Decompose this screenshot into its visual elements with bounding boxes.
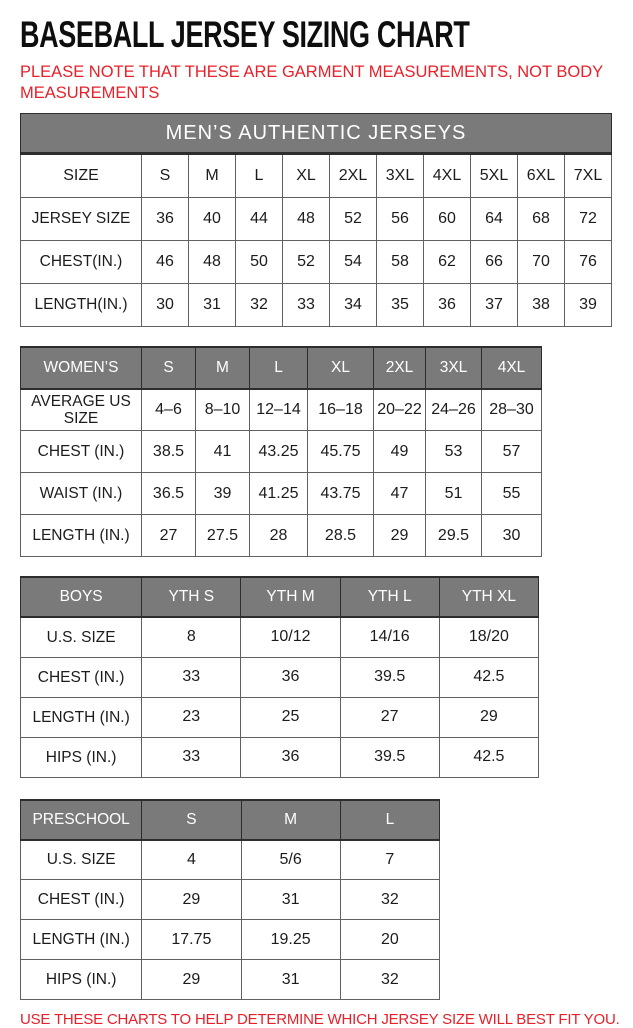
measurement-value-cell: 23 <box>142 697 241 737</box>
measurement-value-cell: 66 <box>471 240 518 283</box>
measurement-value-cell: 48 <box>283 197 330 240</box>
measurement-value-cell: 5/6 <box>241 840 340 880</box>
measurement-value-cell: 34 <box>330 283 377 326</box>
measurement-value-cell: 17.75 <box>142 920 241 960</box>
measurement-value-cell: 8 <box>142 617 241 657</box>
measurement-value-cell: 72 <box>565 197 612 240</box>
mens-section-banner: MEN’S AUTHENTIC JERSEYS <box>20 113 612 153</box>
row-label: LENGTH (IN.) <box>21 920 142 960</box>
measurement-value-cell: 51 <box>426 473 482 515</box>
table-row <box>21 431 542 473</box>
size-column-header: M <box>196 347 250 389</box>
measurement-value-cell: 29 <box>439 697 538 737</box>
preschool-sizing-table <box>20 799 440 1001</box>
measurement-value-cell: 29 <box>374 515 426 557</box>
row-label: CHEST (IN.) <box>21 880 142 920</box>
size-column-header: 5XL <box>471 154 518 197</box>
measurement-value-cell: 52 <box>283 240 330 283</box>
measurement-value-cell: 32 <box>236 283 283 326</box>
page-title <box>20 14 633 58</box>
measurement-value-cell: 60 <box>424 197 471 240</box>
row-label: U.S. SIZE <box>21 617 142 657</box>
table-title-cell: BOYS <box>21 577 142 617</box>
measurement-value-cell: 31 <box>241 880 340 920</box>
size-column-header: L <box>236 154 283 197</box>
measurement-value-cell: 19.25 <box>241 920 340 960</box>
measurement-value-cell: 38 <box>518 283 565 326</box>
row-label: HIPS (IN.) <box>21 737 142 777</box>
measurement-value-cell: 40 <box>189 197 236 240</box>
measurement-value-cell: 4 <box>142 840 241 880</box>
table-row <box>21 697 539 737</box>
header-row <box>21 154 612 197</box>
measurement-value-cell: 36 <box>241 737 340 777</box>
measurement-value-cell: 14/16 <box>340 617 439 657</box>
measurement-value-cell: 41.25 <box>250 473 308 515</box>
table-title-cell: WOMEN’S <box>21 347 142 389</box>
size-column-header: YTH M <box>241 577 340 617</box>
table-row <box>21 515 542 557</box>
measurement-value-cell: 7 <box>340 840 439 880</box>
measurement-value-cell: 44 <box>236 197 283 240</box>
measurement-value-cell: 36 <box>142 197 189 240</box>
measurement-value-cell: 32 <box>340 880 439 920</box>
table-row <box>21 617 539 657</box>
measurement-value-cell: 36.5 <box>142 473 196 515</box>
measurement-value-cell: 46 <box>142 240 189 283</box>
size-column-header: YTH S <box>142 577 241 617</box>
measurement-value-cell: 68 <box>518 197 565 240</box>
measurement-value-cell: 31 <box>189 283 236 326</box>
row-label: U.S. SIZE <box>21 840 142 880</box>
size-column-header: XL <box>308 347 374 389</box>
table-row <box>21 657 539 697</box>
row-label: CHEST (IN.) <box>21 431 142 473</box>
measurement-value-cell: 43.25 <box>250 431 308 473</box>
measurement-value-cell: 12–14 <box>250 389 308 431</box>
table-title-cell: SIZE <box>21 154 142 197</box>
header-row <box>21 347 542 389</box>
measurement-value-cell: 29 <box>142 960 241 1000</box>
measurement-value-cell: 36 <box>241 657 340 697</box>
womens-sizing-table <box>20 346 542 558</box>
row-label: LENGTH (IN.) <box>21 697 142 737</box>
measurement-value-cell: 30 <box>482 515 542 557</box>
size-column-header: 7XL <box>565 154 612 197</box>
measurement-value-cell: 70 <box>518 240 565 283</box>
size-column-header: L <box>250 347 308 389</box>
measurement-value-cell: 39 <box>196 473 250 515</box>
size-column-header: 3XL <box>377 154 424 197</box>
size-column-header: YTH XL <box>439 577 538 617</box>
measurement-value-cell: 48 <box>189 240 236 283</box>
measurement-value-cell: 29 <box>142 880 241 920</box>
measurement-value-cell: 42.5 <box>439 737 538 777</box>
measurement-value-cell: 27.5 <box>196 515 250 557</box>
size-column-header: L <box>340 800 439 840</box>
measurement-value-cell: 27 <box>142 515 196 557</box>
size-column-header: 3XL <box>426 347 482 389</box>
measurement-value-cell: 49 <box>374 431 426 473</box>
measurement-value-cell: 28–30 <box>482 389 542 431</box>
size-column-header: YTH L <box>340 577 439 617</box>
measurement-value-cell: 33 <box>142 657 241 697</box>
mens-sizing-table <box>20 153 612 327</box>
measurement-value-cell: 37 <box>471 283 518 326</box>
table-row <box>21 840 440 880</box>
measurement-value-cell: 16–18 <box>308 389 374 431</box>
row-label: HIPS (IN.) <box>21 960 142 1000</box>
measurement-value-cell: 43.75 <box>308 473 374 515</box>
row-label: WAIST (IN.) <box>21 473 142 515</box>
measurement-value-cell: 24–26 <box>426 389 482 431</box>
table-row <box>21 283 612 326</box>
row-label: LENGTH(IN.) <box>21 283 142 326</box>
measurement-value-cell: 50 <box>236 240 283 283</box>
measurement-value-cell: 42.5 <box>439 657 538 697</box>
measurement-value-cell: 33 <box>142 737 241 777</box>
measurement-value-cell: 35 <box>377 283 424 326</box>
size-column-header: 6XL <box>518 154 565 197</box>
measurement-value-cell: 28 <box>250 515 308 557</box>
table-row <box>21 473 542 515</box>
measurement-value-cell: 39.5 <box>340 737 439 777</box>
header-row <box>21 577 539 617</box>
measurement-value-cell: 25 <box>241 697 340 737</box>
table-row <box>21 240 612 283</box>
page-title-text: BASEBALL JERSEY SIZING CHART <box>20 14 470 55</box>
measurement-value-cell: 32 <box>340 960 439 1000</box>
measurement-value-cell: 29.5 <box>426 515 482 557</box>
footer-note: USE THESE CHARTS TO HELP DETERMINE WHICH JERSEY SIZE WILL BEST FIT YOU. <box>20 1011 620 1028</box>
size-column-header: M <box>241 800 340 840</box>
row-label: LENGTH (IN.) <box>21 515 142 557</box>
measurement-value-cell: 4–6 <box>142 389 196 431</box>
measurement-value-cell: 20 <box>340 920 439 960</box>
size-column-header: 4XL <box>424 154 471 197</box>
size-column-header: S <box>142 800 241 840</box>
table-row <box>21 389 542 431</box>
measurement-value-cell: 57 <box>482 431 542 473</box>
measurement-value-cell: 54 <box>330 240 377 283</box>
measurement-value-cell: 27 <box>340 697 439 737</box>
measurement-value-cell: 39 <box>565 283 612 326</box>
measurement-value-cell: 58 <box>377 240 424 283</box>
measurement-value-cell: 45.75 <box>308 431 374 473</box>
measurement-value-cell: 53 <box>426 431 482 473</box>
size-column-header: S <box>142 154 189 197</box>
row-label: CHEST (IN.) <box>21 657 142 697</box>
table-row <box>21 197 612 240</box>
row-label: AVERAGE US SIZE <box>21 389 142 431</box>
measurement-value-cell: 52 <box>330 197 377 240</box>
table-row <box>21 880 440 920</box>
measurement-value-cell: 8–10 <box>196 389 250 431</box>
measurement-value-cell: 55 <box>482 473 542 515</box>
garment-measurement-note: PLEASE NOTE THAT THESE ARE GARMENT MEASUREMENTS, NOT BODY MEASUREMENTS <box>20 63 603 102</box>
size-column-header: 2XL <box>374 347 426 389</box>
measurement-value-cell: 36 <box>424 283 471 326</box>
table-row <box>21 960 440 1000</box>
row-label: CHEST(IN.) <box>21 240 142 283</box>
size-column-header: XL <box>283 154 330 197</box>
measurement-value-cell: 64 <box>471 197 518 240</box>
size-column-header: S <box>142 347 196 389</box>
header-row <box>21 800 440 840</box>
table-row <box>21 737 539 777</box>
measurement-value-cell: 20–22 <box>374 389 426 431</box>
measurement-value-cell: 38.5 <box>142 431 196 473</box>
measurement-value-cell: 33 <box>283 283 330 326</box>
measurement-value-cell: 31 <box>241 960 340 1000</box>
row-label: JERSEY SIZE <box>21 197 142 240</box>
measurement-value-cell: 30 <box>142 283 189 326</box>
size-column-header: M <box>189 154 236 197</box>
measurement-value-cell: 47 <box>374 473 426 515</box>
measurement-value-cell: 56 <box>377 197 424 240</box>
measurement-value-cell: 18/20 <box>439 617 538 657</box>
size-column-header: 2XL <box>330 154 377 197</box>
table-title-cell: PRESCHOOL <box>21 800 142 840</box>
measurement-value-cell: 10/12 <box>241 617 340 657</box>
measurement-value-cell: 39.5 <box>340 657 439 697</box>
measurement-value-cell: 62 <box>424 240 471 283</box>
measurement-value-cell: 41 <box>196 431 250 473</box>
table-row <box>21 920 440 960</box>
boys-sizing-table <box>20 576 539 778</box>
size-column-header: 4XL <box>482 347 542 389</box>
measurement-value-cell: 76 <box>565 240 612 283</box>
measurement-value-cell: 28.5 <box>308 515 374 557</box>
